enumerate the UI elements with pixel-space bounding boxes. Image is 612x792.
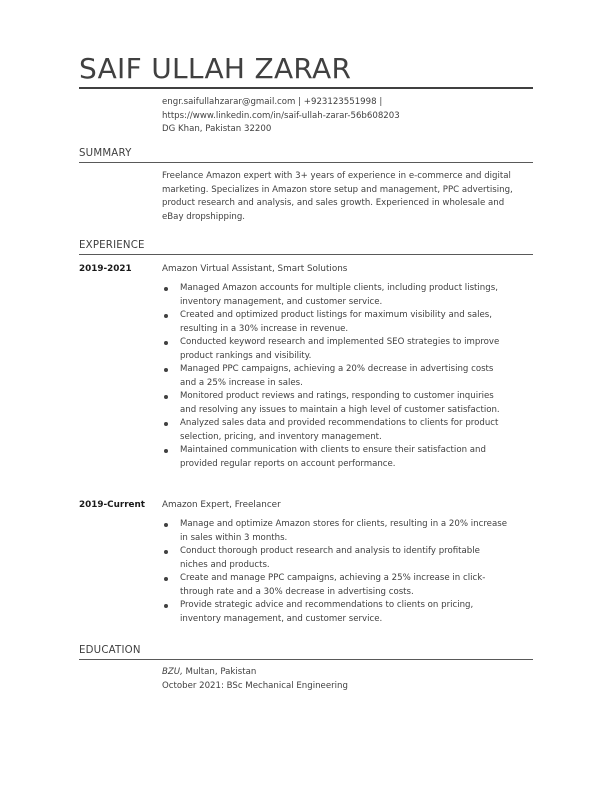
bullet-icon xyxy=(164,577,168,581)
education-location: Multan, Pakistan xyxy=(182,667,257,677)
education-divider xyxy=(79,659,533,660)
job-bullet: Created and optimized product listings for maximum visibility and sales, resulting in a 30% increase in revenue. xyxy=(162,309,507,336)
contact-address: DG Khan, Pakistan 32200 xyxy=(162,124,272,134)
bullet-icon xyxy=(164,287,168,291)
bullet-icon xyxy=(164,395,168,399)
education-degree: October 2021: BSc Mechanical Engineering xyxy=(162,681,348,691)
bullet-icon xyxy=(164,550,168,554)
summary-divider xyxy=(79,162,533,163)
job-bullet: Conduct thorough product research and analysis to identify profitable niches and products. xyxy=(162,545,507,572)
job-bullet: Provide strategic advice and recommendations to clients on pricing, inventory management, and customer service. xyxy=(162,599,507,626)
bullet-icon xyxy=(164,523,168,527)
bullet-icon xyxy=(164,422,168,426)
bullet-icon xyxy=(164,449,168,453)
job-date: 2019-2021 xyxy=(79,264,132,274)
job-bullet: Conducted keyword research and implemented SEO strategies to improve product rankings and visibility. xyxy=(162,336,507,363)
contact-linkedin[interactable]: https://www.linkedin.com/in/saif-ullah-zarar-56b608203 xyxy=(162,110,400,121)
bullet-icon xyxy=(164,604,168,608)
job-bullet: Analyzed sales data and provided recommendations to clients for product selection, pricing, and inventory management. xyxy=(162,417,507,444)
job-bullet: Maintained communication with clients to ensure their satisfaction and provided regular reports on account performance. xyxy=(162,444,507,471)
contact-block xyxy=(162,96,400,137)
summary-heading: SUMMARY xyxy=(79,148,132,159)
candidate-name: SAIF ULLAH ZARAR xyxy=(79,52,352,85)
bullet-icon xyxy=(164,314,168,318)
summary-text: Freelance Amazon expert with 3+ years of experience in e-commerce and digital marketing. Specializes in Amazon store setup and management, PPC advertising, product research and analysis, and sales growth. Experienced in wholesale and eBay dropshipping. xyxy=(162,171,513,222)
job-date: 2019-Current xyxy=(79,500,145,510)
job-position: Amazon Expert, Freelancer xyxy=(162,500,281,510)
job-bullet: Monitored product reviews and ratings, responding to customer inquiries and resolving any issues to maintain a high level of customer satisfaction. xyxy=(162,390,507,417)
job-bullet: Managed PPC campaigns, achieving a 20% decrease in advertising costs and a 25% increase in sales. xyxy=(162,363,507,390)
job-bullet: Managed Amazon accounts for multiple clients, including product listings, inventory management, and customer service. xyxy=(162,282,507,309)
bullet-icon xyxy=(164,341,168,345)
job-bullet: Manage and optimize Amazon stores for clients, resulting in a 20% increase in sales within 3 months. xyxy=(162,518,507,545)
job-position: Amazon Virtual Assistant, Smart Solutions xyxy=(162,264,348,274)
name-divider xyxy=(79,87,533,89)
job-bullet-list xyxy=(162,282,507,471)
education-school-line xyxy=(162,666,256,680)
job-bullet: Create and manage PPC campaigns, achieving a 25% increase in click-through rate and a 30% decrease in advertising costs. xyxy=(162,572,507,599)
experience-divider xyxy=(79,254,533,255)
education-school: BZU, xyxy=(162,667,183,677)
experience-heading: EXPERIENCE xyxy=(79,240,145,251)
bullet-icon xyxy=(164,368,168,372)
education-heading: EDUCATION xyxy=(79,645,141,656)
contact-email-phone[interactable]: engr.saifullahzarar@gmail.com | +923123551998 | xyxy=(162,97,383,107)
job-bullet-list xyxy=(162,518,507,626)
